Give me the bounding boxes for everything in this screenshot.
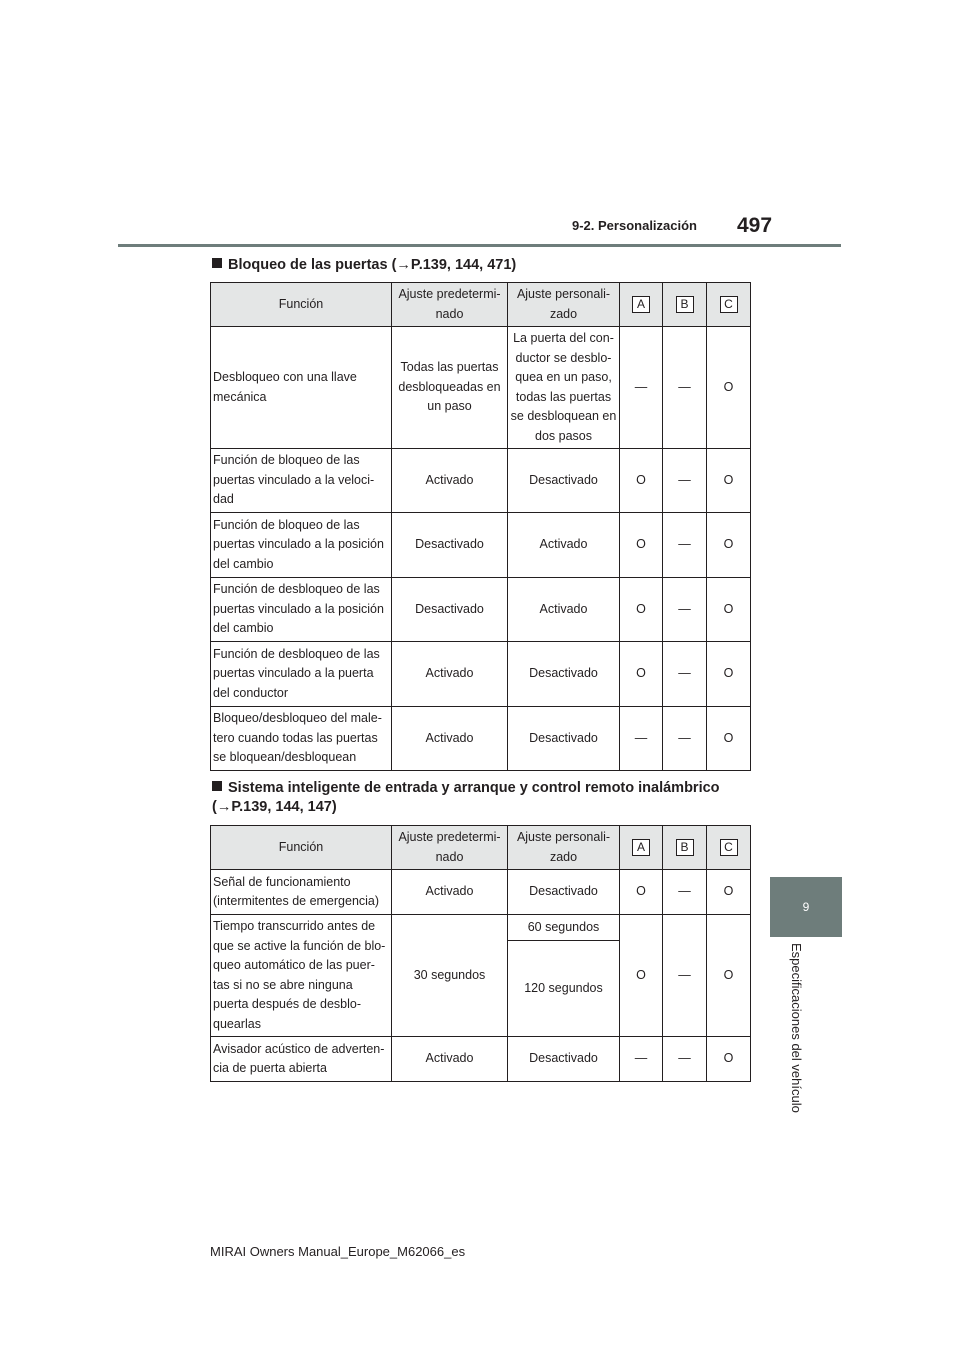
cell-c: O xyxy=(707,642,751,707)
table-header-row xyxy=(211,826,751,870)
cell-a: O xyxy=(620,915,663,1037)
cell-a: — xyxy=(620,327,663,449)
cell-function: Función de bloqueo de las puertas vinculado a la posición del cambio xyxy=(211,513,392,578)
col-header-a: A xyxy=(632,296,650,313)
cell-custom: Desactivado xyxy=(508,449,620,513)
table-row xyxy=(211,642,751,707)
bullet-square-icon xyxy=(212,781,222,791)
cell-default: Activado xyxy=(392,870,508,915)
col-header-a: A xyxy=(632,839,650,856)
cell-b: — xyxy=(663,327,707,449)
table-row xyxy=(211,1037,751,1082)
table-row xyxy=(211,870,751,915)
cell-a: — xyxy=(620,1037,663,1082)
cell-b: — xyxy=(663,1037,707,1082)
cell-custom: Desactivado xyxy=(508,1037,620,1082)
cell-function: Función de desbloqueo de las puertas vinculado a la posición del cambio xyxy=(211,578,392,642)
chapter-tab: 9 xyxy=(770,877,842,937)
cell-function: Función de desbloqueo de las puertas vinculado a la puerta del conductor xyxy=(211,642,392,707)
cell-custom-option-2: 120 segundos xyxy=(508,941,620,1037)
chapter-label: Especificaciones del vehículo xyxy=(789,943,804,1113)
col-header-c: C xyxy=(720,296,738,313)
cell-c: O xyxy=(707,915,751,1037)
col-header-function: Función xyxy=(211,283,392,327)
section1-heading xyxy=(212,256,516,275)
cell-default: Activado xyxy=(392,707,508,771)
cell-function: Señal de funcionamiento (intermitentes de emergencia) xyxy=(211,870,392,915)
cell-a: — xyxy=(620,707,663,771)
cell-a: O xyxy=(620,449,663,513)
col-header-default: Ajuste predetermi-nado xyxy=(392,283,508,327)
col-header-b: B xyxy=(676,296,694,313)
cell-a: O xyxy=(620,513,663,578)
section1-title: Bloqueo de las puertas (→P.139, 144, 471) xyxy=(228,257,517,273)
cell-b: — xyxy=(663,642,707,707)
cell-function: Función de bloqueo de las puertas vinculado a la veloci-dad xyxy=(211,449,392,513)
cell-a: O xyxy=(620,578,663,642)
cell-default: Desactivado xyxy=(392,513,508,578)
cell-b: — xyxy=(663,915,707,1037)
cell-custom: Activado xyxy=(508,513,620,578)
col-header-custom: Ajuste personali-zado xyxy=(508,283,620,327)
col-header-c: C xyxy=(720,839,738,856)
table-row xyxy=(211,578,751,642)
col-header-b: B xyxy=(676,839,694,856)
cell-c: O xyxy=(707,1037,751,1082)
table-row xyxy=(211,707,751,771)
table-row xyxy=(211,449,751,513)
cell-b: — xyxy=(663,707,707,771)
cell-c: O xyxy=(707,870,751,915)
cell-default: Activado xyxy=(392,449,508,513)
header-rule xyxy=(118,244,841,247)
cell-default: 30 segundos xyxy=(392,915,508,1037)
cell-default: Activado xyxy=(392,642,508,707)
section-header: 9-2. Personalización xyxy=(572,218,697,233)
cell-function: Tiempo transcurrido antes de que se active la función de blo-queo automático de las puer-tas si no se abre ninguna puerta después de desblo-quearlas xyxy=(211,915,392,1037)
table-row xyxy=(211,327,751,449)
section2-title-line1: Sistema inteligente de entrada y arranque y control remoto inalámbrico xyxy=(228,780,720,796)
cell-b: — xyxy=(663,513,707,578)
cell-default: Activado xyxy=(392,1037,508,1082)
cell-custom: Desactivado xyxy=(508,642,620,707)
section2-title-line2: (→P.139, 144, 147) xyxy=(212,799,337,815)
cell-custom-option-1: 60 segundos xyxy=(508,915,620,941)
cell-custom: La puerta del con-ductor se desblo-quea en un paso, todas las puertas se desbloquean en dos pasos xyxy=(508,327,620,449)
cell-default: Todas las puertas desbloqueadas en un paso xyxy=(392,327,508,449)
cell-custom: Desactivado xyxy=(508,870,620,915)
cell-c: O xyxy=(707,578,751,642)
cell-function: Desbloqueo con una llave mecánica xyxy=(211,327,392,449)
col-header-default: Ajuste predetermi-nado xyxy=(392,826,508,870)
footer-text: MIRAI Owners Manual_Europe_M62066_es xyxy=(210,1244,466,1259)
cell-a: O xyxy=(620,870,663,915)
col-header-function: Función xyxy=(211,826,392,870)
cell-custom: Desactivado xyxy=(508,707,620,771)
cell-c: O xyxy=(707,513,751,578)
cell-c: O xyxy=(707,449,751,513)
bullet-square-icon xyxy=(212,258,222,268)
cell-b: — xyxy=(663,578,707,642)
table-row xyxy=(211,513,751,578)
cell-b: — xyxy=(663,449,707,513)
smart-entry-table xyxy=(210,825,751,1082)
cell-function: Bloqueo/desbloqueo del male-tero cuando todas las puertas se bloquean/desbloquean xyxy=(211,707,392,771)
page-number: 497 xyxy=(737,214,773,237)
cell-function: Avisador acústico de adverten-cia de puerta abierta xyxy=(211,1037,392,1082)
cell-a: O xyxy=(620,642,663,707)
cell-custom: Activado xyxy=(508,578,620,642)
table-header-row xyxy=(211,283,751,327)
table-row xyxy=(211,915,751,941)
cell-b: — xyxy=(663,870,707,915)
col-header-custom: Ajuste personali-zado xyxy=(508,826,620,870)
door-lock-table xyxy=(210,282,751,771)
cell-c: O xyxy=(707,707,751,771)
cell-c: O xyxy=(707,327,751,449)
cell-default: Desactivado xyxy=(392,578,508,642)
section2-heading xyxy=(212,779,720,817)
